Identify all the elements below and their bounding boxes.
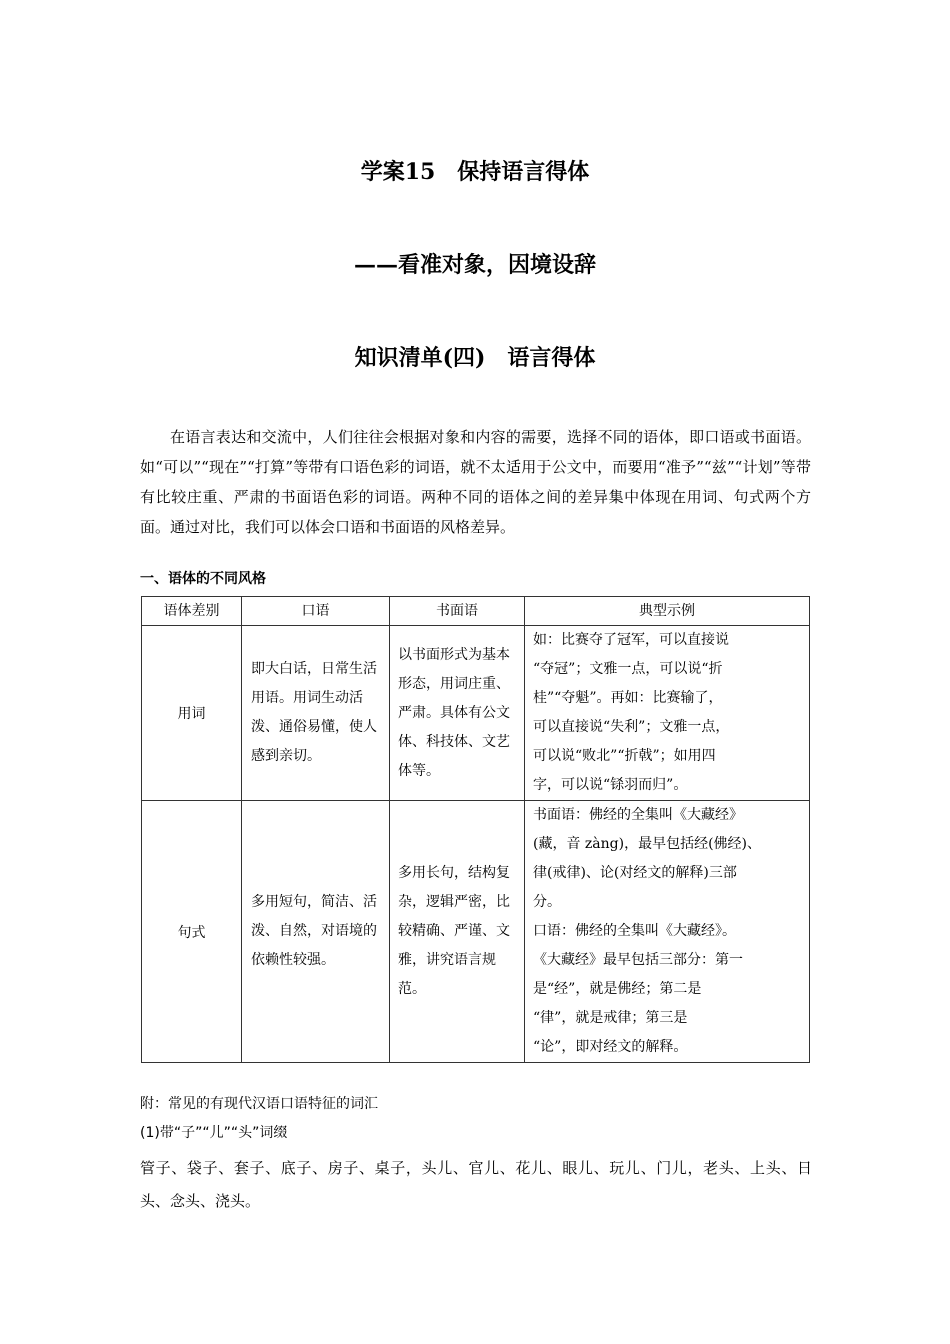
example-line: 可以说“败北”“折戟”；如用四 [533, 748, 716, 764]
cell-written-sentence: 多用长句，结构复杂，逻辑严密，比较精确、严谨、文雅，讲究语言规范。 [390, 801, 525, 1063]
header-cell-diff: 语体差别 [142, 597, 242, 626]
example-line: 《大藏经》最早包括三部分：第一 [533, 952, 743, 968]
document-subtitle: ——看准对象，因境设辞 [353, 252, 596, 278]
row-label-sentence: 句式 [142, 801, 242, 1063]
section-title: 知识清单(四) 语言得体 [354, 345, 596, 371]
header-cell-spoken: 口语 [242, 597, 390, 626]
appendix-subtitle: (1)带“子”“儿”“头”词缀 [140, 1125, 288, 1141]
document-title: 学案15 保持语言得体 [360, 159, 590, 185]
cell-example-wording [525, 626, 810, 801]
cell-example-sentence [525, 801, 810, 1063]
example-line: 如：比赛夺了冠军，可以直接说 [533, 632, 729, 648]
style-comparison-table [141, 596, 810, 1063]
cell-written-wording: 以书面形式为基本形态，用词庄重、严肃。具体有公文体、科技体、文艺体等。 [390, 626, 525, 801]
header-cell-example: 典型示例 [525, 597, 810, 626]
example-line: “夺冠”；文雅一点，可以说“折 [533, 661, 723, 677]
section-heading-styles: 一、语体的不同风格 [140, 571, 266, 587]
cell-spoken-sentence: 多用短句，简洁、活泼、自然，对语境的依赖性较强。 [242, 801, 390, 1063]
cell-spoken-wording: 即大白话，日常生活用语。用词生动活泼、通俗易懂，使人感到亲切。 [242, 626, 390, 801]
example-line: “论”，即对经文的解释。 [533, 1039, 688, 1055]
example-line: 书面语：佛经的全集叫《大藏经》 [533, 807, 743, 823]
example-line: 分。 [533, 894, 561, 910]
intro-paragraph: 在语言表达和交流中，人们往往会根据对象和内容的需要，选择不同的语体，即口语或书面语。如“可以”“现在”“打算”等带有口语色彩的词语，就不太适用于公文中，而要用“准予”“兹”“计划”等带有比较庄重、严肃的书面语色彩的词语。两种不同的语体之间的差异集中体现在用词、句式两个方面。通过对比，我们可以体会口语和书面语的风格差异。 [140, 428, 811, 536]
table-row [142, 801, 810, 1063]
appendix-body: 管子、袋子、套子、底子、房子、桌子，头儿、官儿、花儿、眼儿、玩儿、门儿，老头、上头、日头、念头、浇头。 [140, 1159, 812, 1210]
row-label-wording: 用词 [142, 626, 242, 801]
example-line: 可以直接说“失利”；文雅一点， [533, 719, 730, 735]
header-cell-written: 书面语 [390, 597, 525, 626]
example-line: “律”，就是戒律；第三是 [533, 1010, 688, 1026]
appendix-title: 附：常见的有现代汉语口语特征的词汇 [140, 1096, 378, 1112]
example-line: 是“经”，就是佛经；第二是 [533, 981, 702, 997]
table-header-row [142, 597, 810, 626]
example-line: 桂”“夺魁”。再如：比赛输了， [533, 690, 723, 706]
example-line: 律(戒律)、论(对经文的解释)三部 [533, 865, 737, 881]
example-line: 口语：佛经的全集叫《大藏经》。 [533, 923, 736, 939]
example-line: 字，可以说“铩羽而归”。 [533, 777, 688, 793]
example-line: (藏，音 zàng)，最早包括经(佛经)、 [533, 836, 761, 852]
table-row [142, 626, 810, 801]
